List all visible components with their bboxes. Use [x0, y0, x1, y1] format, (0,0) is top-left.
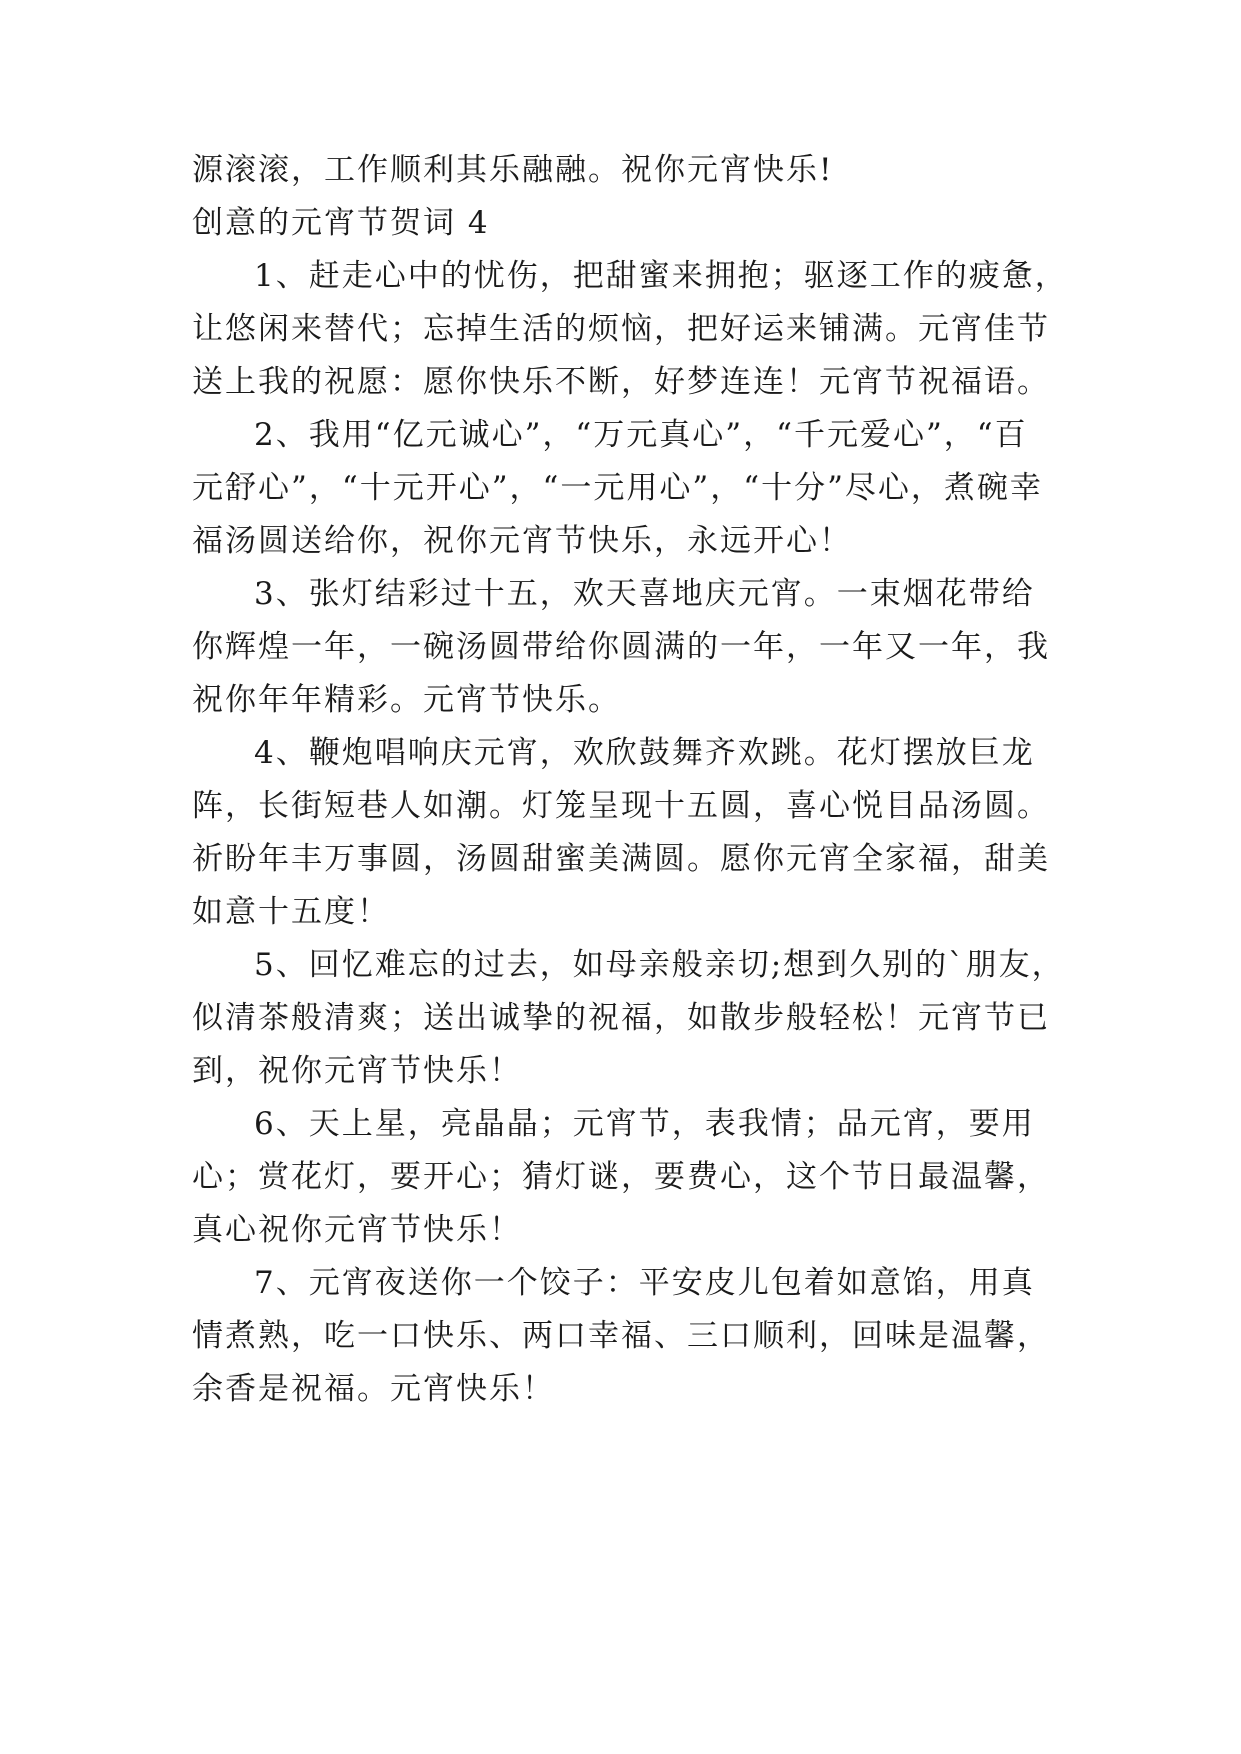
paragraph-line: 福汤圆送给你，祝你元宵节快乐，永远开心！: [192, 523, 852, 559]
paragraph-line: 余香是祝福。元宵快乐！: [192, 1371, 555, 1407]
paragraph-line: 元舒心”，“十元开心”，“一元用心”，“十分”尽心，煮碗幸: [192, 470, 1043, 506]
paragraph-line: 祈盼年丰万事圆，汤圆甜蜜美满圆。愿你元宵全家福，甜美: [192, 841, 1050, 877]
paragraph-line: 3、张灯结彩过十五，欢天喜地庆元宵。一束烟花带给: [254, 576, 1035, 612]
paragraph-line: 如意十五度！: [192, 894, 390, 930]
paragraph-line: 送上我的祝愿：愿你快乐不断，好梦连连！元宵节祝福语。: [192, 364, 1050, 400]
paragraph-line: 2、我用“亿元诚心”，“万元真心”，“千元爱心”，“百: [254, 417, 1028, 453]
paragraph-line: 到，祝你元宵节快乐！: [192, 1053, 522, 1089]
paragraph-line: 6、天上星，亮晶晶；元宵节，表我情；品元宵，要用: [254, 1106, 1035, 1142]
paragraph-line: 祝你年年精彩。元宵节快乐。: [192, 682, 621, 718]
paragraph-line: 4、鞭炮唱响庆元宵，欢欣鼓舞齐欢跳。花灯摆放巨龙: [254, 735, 1035, 771]
paragraph-line: 7、元宵夜送你一个饺子：平安皮儿包着如意馅，用真: [254, 1265, 1035, 1301]
paragraph-line: 5、回忆难忘的过去，如母亲般亲切;想到久别的`朋友，: [254, 947, 1065, 983]
paragraph-line: 让悠闲来替代；忘掉生活的烦恼，把好运来铺满。元宵佳节: [192, 311, 1050, 347]
paragraph-line: 真心祝你元宵节快乐！: [192, 1212, 522, 1248]
paragraph-line: 1、赶走心中的忧伤，把甜蜜来拥抱；驱逐工作的疲惫，: [254, 258, 1068, 294]
paragraph-line: 你辉煌一年，一碗汤圆带给你圆满的一年，一年又一年，我: [192, 629, 1050, 665]
paragraph-line: 似清茶般清爽；送出诚挚的祝福，如散步般轻松！元宵节已: [192, 1000, 1050, 1036]
continuation-line: 源滚滚，工作顺利其乐融融。祝你元宵快乐!: [192, 152, 834, 188]
paragraph-line: 阵，长街短巷人如潮。灯笼呈现十五圆，喜心悦目品汤圆。: [192, 788, 1050, 824]
paragraph-line: 情煮熟，吃一口快乐、两口幸福、三口顺利，回味是温馨，: [192, 1318, 1050, 1354]
section-heading: 创意的元宵节贺词 4: [192, 205, 490, 241]
paragraph-line: 心；赏花灯，要开心；猜灯谜，要费心，这个节日最温馨，: [192, 1159, 1050, 1195]
